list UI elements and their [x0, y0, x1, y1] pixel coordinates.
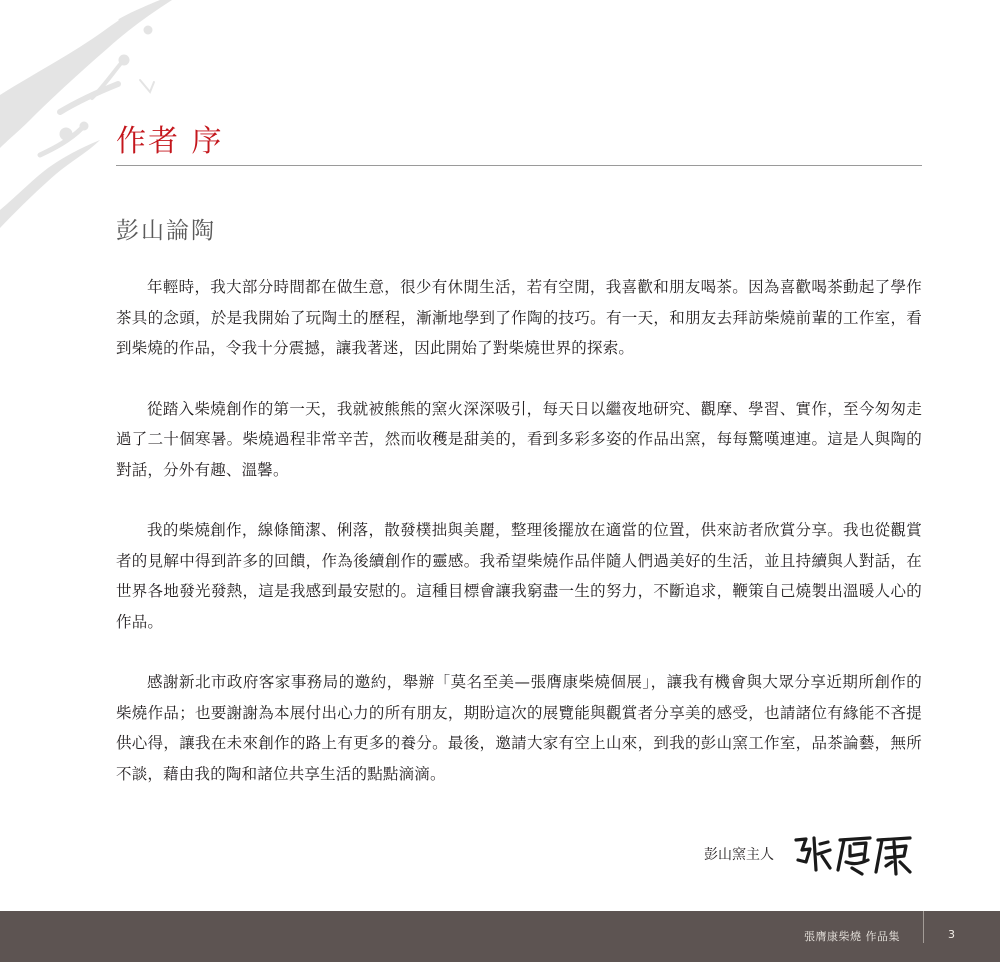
footer-bar: [0, 911, 1000, 962]
paragraph-4: 感謝新北市政府客家事務局的邀約，舉辦「莫名至美—張膺康柴燒個展」，讓我有機會與大眾分享近期所創作的柴燒作品；也要謝謝為本展付出心力的所有朋友，期盼這次的展覽能與觀賞者分享美的感受，也請諸位有緣能不吝提供心得，讓我在未來創作的路上有更多的養分。最後，邀請大家有空上山來，到我的彭山窯工作室，品茶論藝，無所不談，藉由我的陶和諸位共享生活的點點滴滴。: [116, 673, 922, 783]
preface-body: [116, 272, 922, 819]
page-number: 3: [948, 928, 955, 941]
title-divider: [116, 165, 922, 166]
page-title: 作者 序: [116, 124, 224, 159]
footer-divider: [923, 911, 924, 943]
signature-block: [704, 830, 914, 878]
signature-caption: 彭山窯主人: [704, 847, 774, 863]
paragraph-3: 我的柴燒創作，線條簡潔、俐落，散發樸拙與美麗，整理後擺放在適當的位置，供來訪者欣賞分享。我也從觀賞者的見解中得到許多的回饋，作為後續創作的靈感。我希望柴燒作品伴隨人們過美好的生活，並且持續與人對話，在世界各地發光發熱，這是我感到最安慰的。這種目標會讓我窮盡一生的努力，不斷追求，鞭策自己燒製出溫暖人心的作品。: [116, 521, 922, 631]
paragraph-2: 從踏入柴燒創作的第一天，我就被熊熊的窯火深深吸引，每天日以繼夜地研究、觀摩、學習、實作，至今匆匆走過了二十個寒暑。柴燒過程非常辛苦，然而收穫是甜美的，看到多彩多姿的作品出窯，每每驚嘆連連。這是人與陶的對話，分外有趣、溫馨。: [116, 399, 922, 479]
section-subtitle: 彭山論陶: [116, 218, 216, 244]
footer-book-title: 張膺康柴燒 作品集: [804, 930, 900, 943]
handwritten-signature: [792, 830, 914, 878]
paragraph-1: 年輕時，我大部分時間都在做生意，很少有休閒生活，若有空閒，我喜歡和朋友喝茶。因為喜歡喝茶動起了學作茶具的念頭，於是我開始了玩陶土的歷程，漸漸地學到了作陶的技巧。有一天，和朋友去拜訪柴燒前輩的工作室，看到柴燒的作品，令我十分震撼，讓我著迷，因此開始了對柴燒世界的探索。: [116, 278, 922, 357]
